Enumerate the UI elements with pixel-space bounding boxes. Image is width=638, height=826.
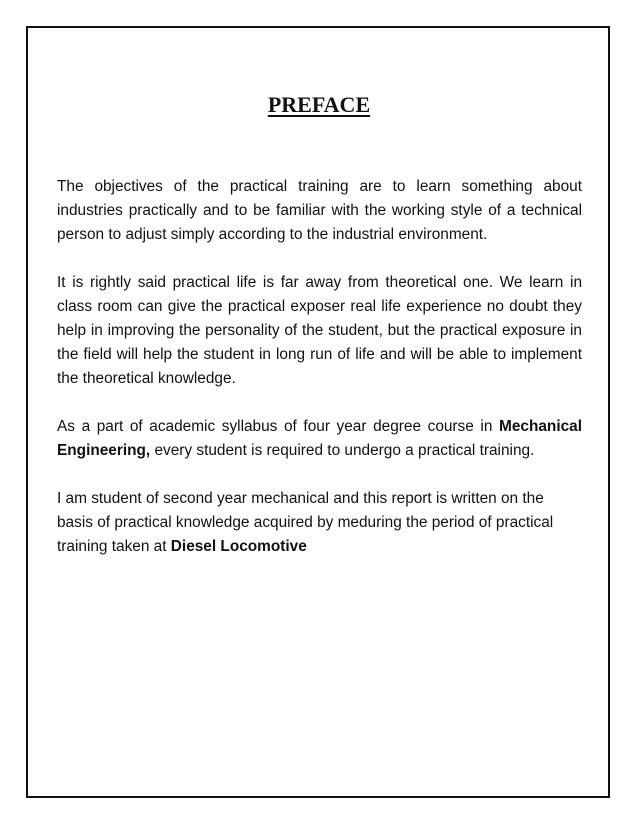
paragraph-report — [57, 487, 582, 559]
paragraph-objectives: The objectives of the practical training are to learn something about industries practically and to be familiar with the working style of a technical person to adjust simply according to the industrial environment. — [57, 178, 582, 243]
paragraph-practical-life: It is rightly said practical life is far away from theoretical one. We learn in class room can give the practical exposer real life experience no doubt they help in improving the personality of the student, but the practical exposure in the field will help the student in long run of life and will be able to implement the theoretical knowledge. — [57, 274, 582, 387]
page-title — [0, 90, 638, 120]
preface-heading: PREFACE — [267, 92, 371, 117]
paragraph-syllabus — [57, 415, 582, 463]
syllabus-text-end: every student is required to undergo a practical training. — [150, 442, 535, 459]
syllabus-text-start: As a part of academic syllabus of four year degree course in — [57, 418, 500, 435]
training-location: Diesel Locomotive — [170, 538, 307, 555]
document-body — [57, 175, 582, 583]
course-name: Mechanical Engineering, — [57, 418, 582, 459]
report-text: I am student of second year mechanical and this report is written on the basis of practical knowledge acquired by meduring the period of practical training taken at — [57, 490, 554, 555]
